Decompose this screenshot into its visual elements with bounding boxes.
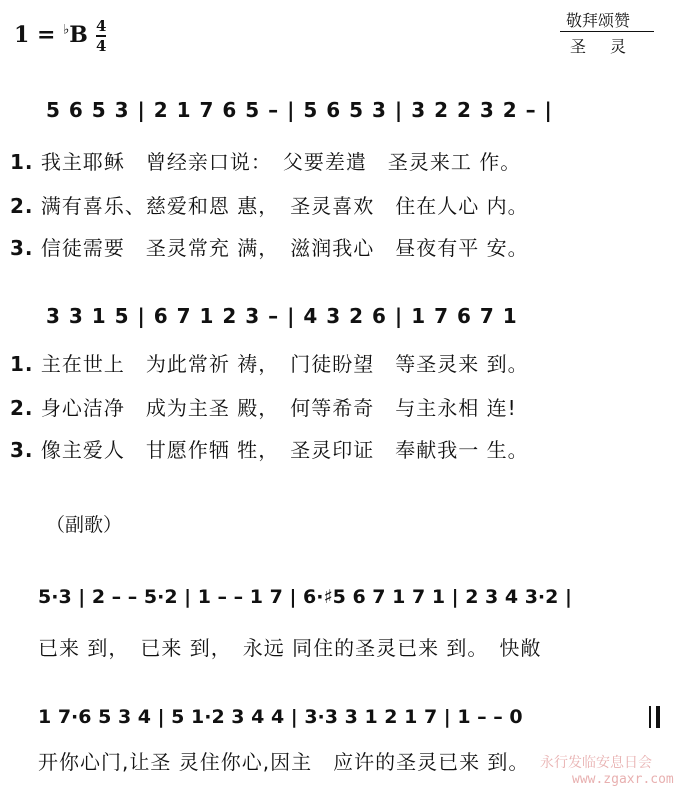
category-label: 敬拜颂赞 — [566, 11, 631, 30]
chorus-notes-row-1: 5·3 | 2 – – 5·2 | 1 – – 1 7 | 6·♯5 6 7 1 7 1 | 2 3 4 3·2 | — [38, 586, 572, 608]
final-barline-thin — [649, 706, 651, 728]
subcategory-label: 圣灵 — [570, 37, 651, 56]
final-barline-thick — [656, 706, 660, 728]
time-signature: 4 4 — [96, 17, 107, 55]
chorus-lyric-line: 已来 到， 已来 到， 永远 同住的圣灵已来 到。 快敞 — [38, 636, 542, 660]
verse-lyric-line: 3. 像主爱人 甘愿作牺 牲， 圣灵印证 奉献我一 生。 — [10, 438, 529, 462]
category-divider — [560, 31, 654, 32]
verse-lyric-line: 2. 身心洁净 成为主圣 殿， 何等希奇 与主永相 连! — [10, 396, 517, 420]
chorus-label: （副歌） — [46, 514, 123, 536]
chorus-notes-row-2: 1 7·6 5 3 4 | 5 1·2 3 4 4 | 3·3 3 1 2 1 7 | 1 – – 0 — [38, 706, 523, 728]
verse-notes-row-2: 3 3 1 5 | 6 7 1 2 3 – | 4 3 2 6 | 1 7 6 7 1 — [46, 304, 518, 328]
chorus-lyric-line: 开你心门,让圣 灵住你心,因主 应许的圣灵已来 到。 — [38, 750, 530, 774]
verse-lyric-line: 3. 信徒需要 圣灵常充 满， 滋润我心 昼夜有平 安。 — [10, 236, 529, 260]
verse-lyric-line: 1. 我主耶稣 曾经亲口说： 父要差遣 圣灵来工 作。 — [10, 150, 522, 174]
verse-lyric-line: 2. 满有喜乐、慈爱和恩 惠， 圣灵喜欢 住在人心 内。 — [10, 194, 529, 218]
watermark-text: 永行发临安息日会 — [540, 755, 652, 771]
verse-lyric-line: 1. 主在世上 为此常祈 祷， 门徒盼望 等圣灵来 到。 — [10, 352, 529, 376]
key-signature: 1 = ♭B — [14, 22, 88, 48]
watermark-url: www.zgaxr.com — [572, 772, 674, 787]
verse-notes-row-1: 5 6 5 3 | 2 1 7 6 5 – | 5 6 5 3 | 3 2 2 3 2 – | — [46, 98, 553, 122]
